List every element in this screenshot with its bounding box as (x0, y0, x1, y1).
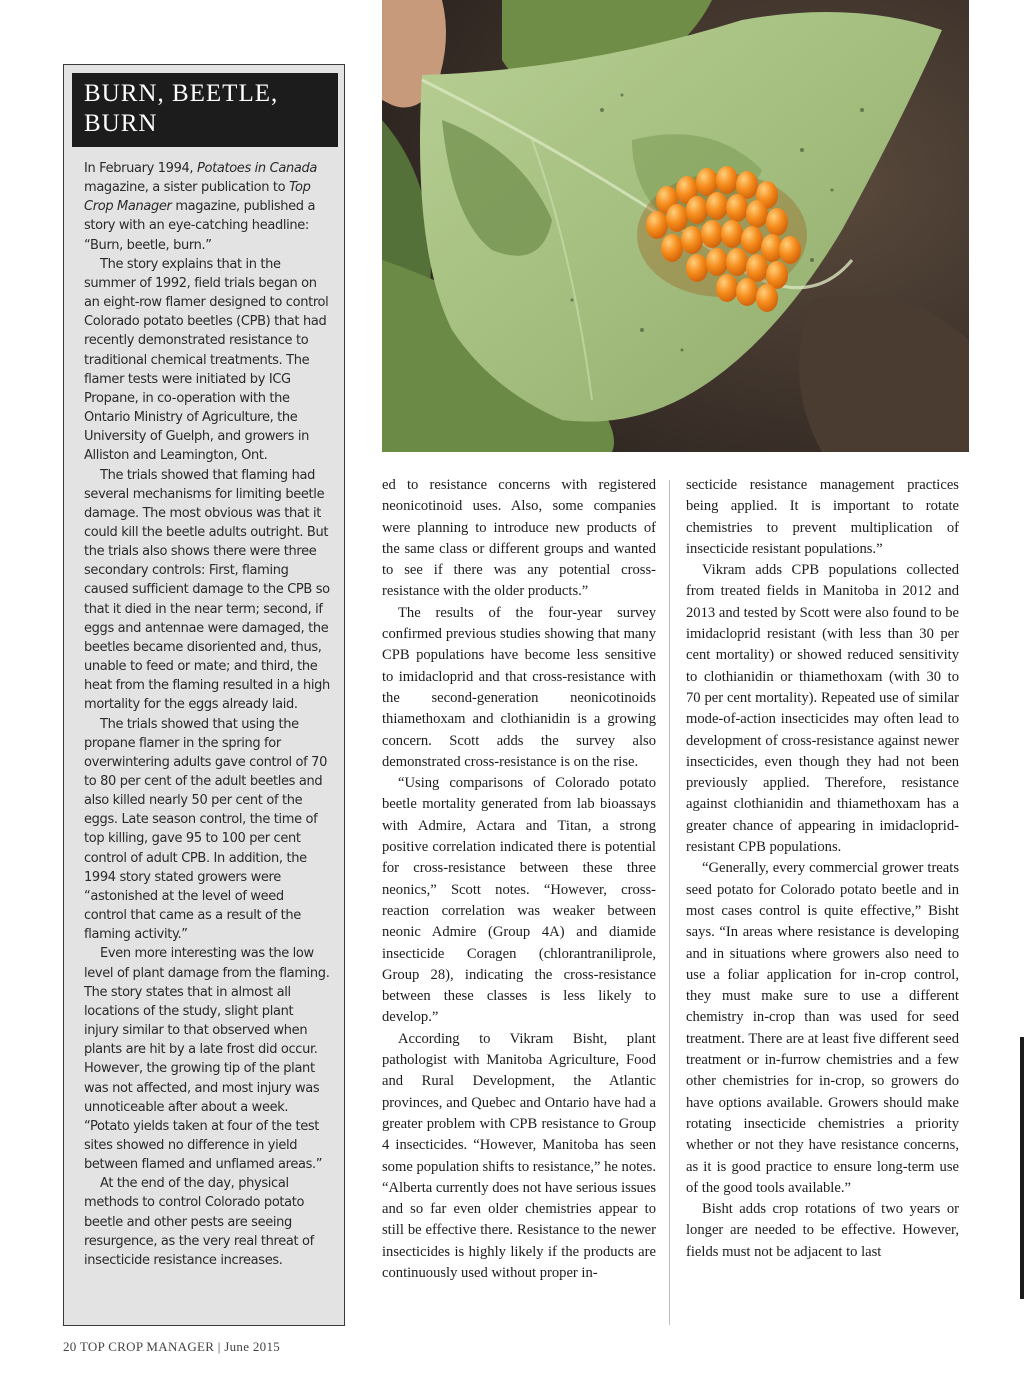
beetle-eggs-photo (382, 0, 969, 452)
article-paragraph: Vikram adds CPB populations collected from treated fields in Manitoba in 2012 and 2013 and tested by Scott were also found to be imidacloprid resistant (with less than 30 per cent mortality) or showed reduced sensitivity to clothianidin or thiamethoxam (with 30 to 70 per cent mortality). Repeated use of similar mode-of-action insecticides may often lead to development of cross-resistance against newer insecticides, even though they had not been previously applied. Therefore, resistance against clothianidin and thiamethoxam has a greater chance of appearing in imidacloprid-resistant CPB populations. (686, 562, 959, 856)
article-column-right (686, 475, 959, 1263)
sidebar-paragraph: The trials showed that using the propane flamer in the spring for overwintering adults gave control of 70 to 80 per cent of the adult beetles and also killed nearly 50 per cent of the eggs. Late season control, the time of top killing, gave 95 to 100 per cent control of adult CPB. In addition, the 1994 story stated growers were “astonished at the level of weed control that came as a result of the flaming activity.” (84, 716, 328, 943)
page-footer: 20 TOP CROP MANAGER | June 2015 (63, 1339, 281, 1354)
article-paragraph: ed to resistance concerns with registered neonicotinoid uses. Also, some companies were planning to introduce new products of the same class or different groups and wanted to see if there was any potential cross-resistance with the older products.” (382, 477, 656, 600)
article-paragraph: secticide resistance management practices being applied. It is important to rotate chemistries to prevent multiplication of insecticide resistant populations.” (686, 477, 959, 557)
sidebar-paragraph (84, 159, 330, 255)
sidebar-paragraph: At the end of the day, physical methods to control Colorado potato beetle and other pests are seeing resurgence, as the very real threat of insecticide resistance increases. (84, 1176, 314, 1268)
leaf-illustration (382, 0, 969, 452)
sidebar-paragraph: Even more interesting was the low level of plant damage from the flaming. The story states that in almost all locations of the study, slight plant injury similar to that observed when plants are hit by a late frost did occur. However, the growing tip of the plant was not affected, and most injury was unnoticeable after about a week. “Potato yields taken at four of the test sites showed no difference in yield between flamed and unflamed areas.” (84, 946, 330, 1173)
sidebar-text (84, 159, 330, 1270)
article-paragraph: “Using comparisons of Colorado potato beetle mortality generated from lab bioassays with Admire, Actara and Titan, a strong positive correlation indicated there is potential for cross-resistance between these three neonics,” Scott notes. “However, cross-reaction correlation was weaker between neonic Admire (Group 4A) and diamide insecticide Coragen (chlorantraniliprole, Group 28), indicating the cross-resistance between these classes is less likely to develop.” (382, 775, 656, 1026)
publication-name: Top Crop Manager (84, 180, 311, 215)
sidebar-paragraph: The story explains that in the summer of 1992, field trials began on an eight-row flamer designed to control Colorado potato beetles (CPB) that had recently demonstrated resistance to traditional chemical treatments. The flamer tests were initiated by ICG Propane, in co-operation with the Ontario Ministry of Agriculture, the University of Guelph, and growers in Alliston and Leamington, Ont. (84, 256, 329, 464)
sidebar-text-run: In February 1994, (84, 161, 197, 176)
article-paragraph: Bisht adds crop rotations of two years or longer are needed to be effective. However, fields must not be adjacent to last (686, 1201, 959, 1260)
sidebar-box (63, 64, 345, 1326)
sidebar-text-run: magazine, published a story with an eye-catching headline: “Burn, beetle, burn.” (84, 199, 316, 253)
article-paragraph: “Generally, every commercial grower treats seed potato for Colorado potato beetle and in most cases control is quite effective,” Bisht says. “In areas where resistance is developing and in situations where growers also need to use a foliar application for in-crop control, they must make sure to use a different chemistry in-crop than was used for seed treatment. There are at least five different seed treatment or in-furrow chemistries and a few other chemistries for in-crop, so growers do have options available. Growers should make rotating insecticide chemistries a priority whether or not they have resistance concerns, as it is good practice to ensure long-term use of the good tools available.” (686, 860, 959, 1196)
sidebar-text-run: magazine, a sister publication to (84, 180, 290, 196)
page-edge-marker (1020, 1037, 1024, 1299)
sidebar-paragraph: The trials showed that flaming had several mechanisms for limiting beetle damage. The most obvious was that it could kill the beetle adults outright. But the trials also shows there were three secondary controls: First, flaming caused sufficient damage to the CPB so that it died in the near term; second, if eggs and antennae were damaged, the beetles became disoriented and, thus, unable to feed or mate; and third, the heat from the flaming resulted in a high mortality for the eggs already laid. (84, 467, 330, 713)
column-divider (669, 480, 670, 1325)
sidebar-title: BURN, BEETLE, BURN (72, 73, 338, 147)
article-paragraph: According to Vikram Bisht, plant pathologist with Manitoba Agriculture, Food and Rural Development, the Atlantic provinces, and Quebec and Ontario have had a greater problem with CPB resistance to Group 4 insecticides. “However, Manitoba has seen some population shifts to resistance,” he notes. “Alberta currently does not have serious issues and so far even older chemistries appear to still be effective there. Resistance to the newer insecticides is highly likely if the products are continuously used without proper in- (382, 1030, 656, 1281)
article-paragraph: The results of the four-year survey confirmed previous studies showing that many CPB populations have become less sensitive to imidacloprid and that cross-resistance with the second-generation neonicotinoids thiamethoxam and clothianidin is a growing concern. Scott adds the survey also demonstrated cross-resistance is on the rise. (382, 604, 656, 770)
article-column-middle (382, 475, 656, 1284)
publication-name: Potatoes in Canada (197, 161, 317, 176)
